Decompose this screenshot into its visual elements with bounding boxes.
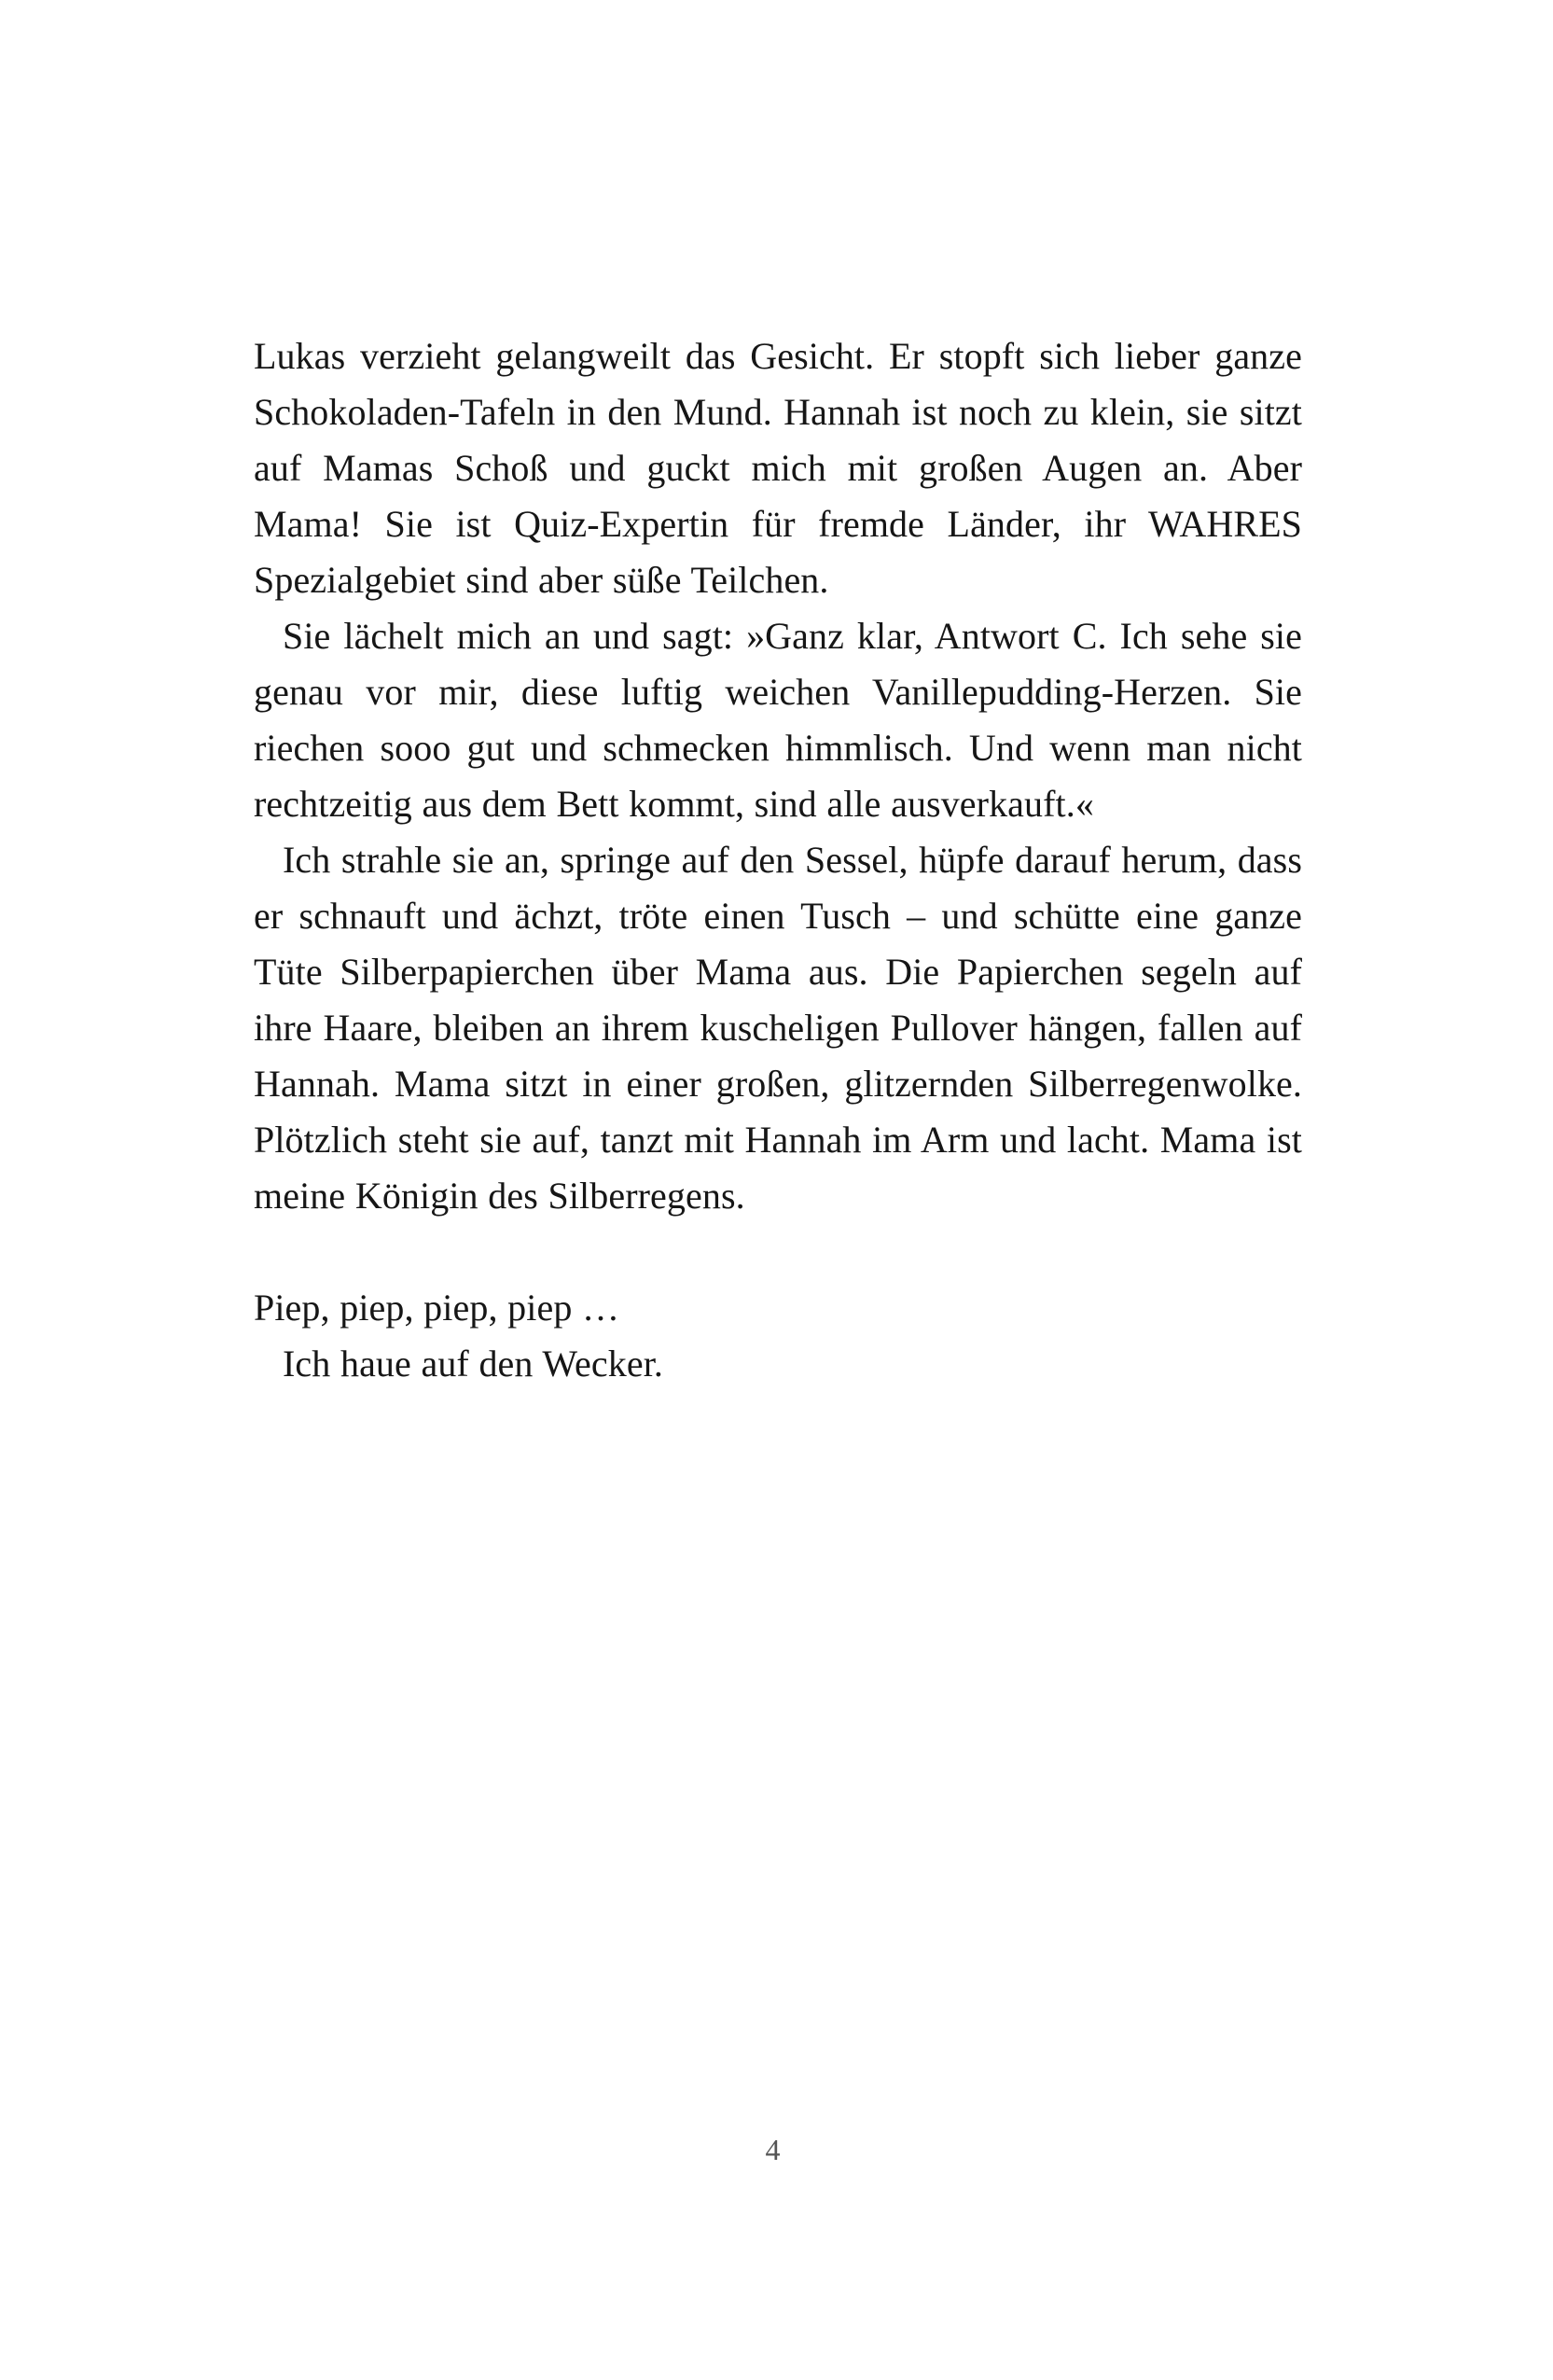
paragraph-4: Piep, piep, piep, piep …	[254, 1287, 620, 1329]
paragraph-1: Lukas verzieht gelangweilt das Gesicht. Er stopft sich lieber ganze Schokoladen-Tafeln in den Mund. Hannah ist noch zu klein, sie sitzt auf Mamas Schoß und guckt mich mit großen Augen an. Aber Mama! Sie ist Quiz-Expertin für fremde Länder, ihr WAHRES Spezialgebiet sind aber süße Teilchen.	[254, 335, 1302, 601]
page-text-block	[254, 328, 1302, 1392]
paragraph-3: Ich strahle sie an, springe auf den Sessel, hüpfe darauf herum, dass er schnauft und ächzt, tröte einen Tusch – und schütte eine ganze Tüte Silberpapierchen über Mama aus. Die Papierchen segeln auf ihre Haare, bleiben an ihrem kuscheligen Pullover hängen, fallen auf Hannah. Mama sitzt in einer großen, glitzernden Silberregenwolke. Plötzlich steht sie auf, tanzt mit Hannah im Arm und lacht. Mama ist meine Königin des Silberregens.	[254, 839, 1302, 1217]
paragraph-2: Sie lächelt mich an und sagt: »Ganz klar, Antwort C. Ich sehe sie genau vor mir, diese luftig weichen Vanillepudding-Herzen. Sie riechen sooo gut und schmecken himmlisch. Und wenn man nicht rechtzeitig aus dem Bett kommt, sind alle ausverkauft.«	[254, 615, 1302, 825]
paragraph-5: Ich haue auf den Wecker.	[283, 1343, 664, 1385]
paragraph-break-spacer	[254, 1224, 1302, 1280]
page-number: 4	[765, 2133, 781, 2166]
